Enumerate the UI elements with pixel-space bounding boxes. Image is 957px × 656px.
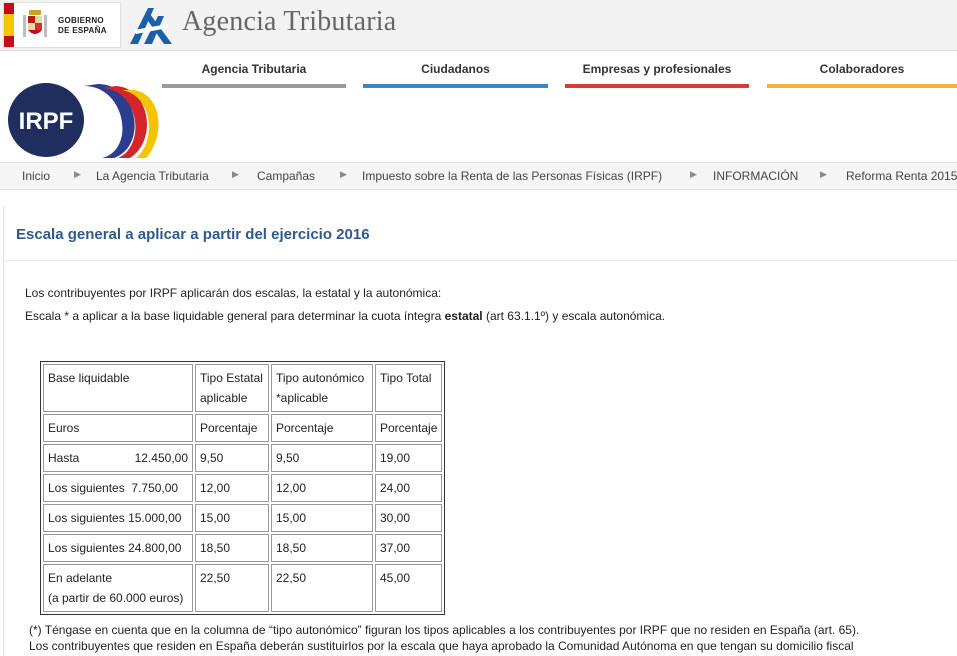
header-base-liquidable: Base liquidable: [43, 364, 193, 412]
breadcrumb-separator-icon: ▶: [820, 169, 827, 179]
autonomico-cell: 12,00: [271, 474, 373, 502]
nav-underline: [363, 84, 548, 88]
breadcrumb-item-informacion[interactable]: INFORMACIÓN: [713, 169, 799, 183]
page-title: Escala general a aplicar a partir del ejercicio 2016: [16, 226, 370, 243]
agency-title[interactable]: Agencia Tributaria: [182, 6, 397, 37]
estatal-cell: 9,50: [195, 444, 269, 472]
table-row: [43, 444, 442, 472]
spain-flag-strip: [4, 3, 14, 47]
nav-underline: [162, 84, 346, 88]
agencia-tributaria-logo-icon[interactable]: [128, 4, 174, 46]
nav-underline: [767, 84, 957, 88]
total-cell: 37,00: [375, 534, 442, 562]
nav-ciudadanos[interactable]: Ciudadanos: [363, 58, 548, 88]
intro-text: Los contribuyentes por IRPF aplicarán dos escalas, la estatal y la autonómica:: [25, 286, 442, 300]
total-cell: 24,00: [375, 474, 442, 502]
breadcrumb-separator-icon: ▶: [232, 169, 239, 179]
table-row: [43, 504, 442, 532]
footnote: [29, 622, 934, 654]
unit-euros: Euros: [43, 414, 193, 442]
coat-of-arms-icon: [20, 9, 50, 41]
estatal-cell: 18,50: [195, 534, 269, 562]
autonomico-cell: 18,50: [271, 534, 373, 562]
content-header: [4, 206, 957, 261]
breadcrumb-item-campanas[interactable]: Campañas: [257, 169, 316, 183]
gobierno-espana-logo[interactable]: [3, 2, 121, 48]
estatal-cell: 15,00: [195, 504, 269, 532]
total-cell: 45,00: [375, 564, 442, 612]
base-cell: Hasta 12.450,00: [43, 444, 193, 472]
base-cell: Los siguientes 7.750,00: [43, 474, 193, 502]
breadcrumb-item-agencia[interactable]: La Agencia Tributaria: [96, 169, 209, 183]
table-header-row: [43, 364, 442, 412]
irpf-logo[interactable]: [6, 80, 166, 160]
breadcrumb-item-irpf[interactable]: Impuesto sobre la Renta de las Personas Físicas (IRPF): [362, 169, 663, 183]
footnote-line-2: Los contribuyentes que residen en España deberán sustituirlos por la escala que haya aprobado la Comunidad Autónoma en que tengan su domicilio fiscal: [29, 639, 854, 653]
base-cell: Los siguientes 15.000,00: [43, 504, 193, 532]
table-units-row: [43, 414, 442, 442]
breadcrumb-item-inicio[interactable]: Inicio: [22, 169, 51, 183]
total-cell: 19,00: [375, 444, 442, 472]
unit-porcentaje: Porcentaje: [271, 414, 373, 442]
breadcrumb-separator-icon: ▶: [340, 169, 347, 179]
header-tipo-estatal: Tipo Estatal aplicable: [195, 364, 269, 412]
breadcrumb: [0, 162, 957, 190]
breadcrumb-item-reforma[interactable]: Reforma Renta 2015: [846, 169, 957, 183]
nav-underline: [565, 84, 749, 88]
header-tipo-autonomico: Tipo autonómico *aplicable: [271, 364, 373, 412]
top-header: [0, 0, 957, 51]
autonomico-cell: 22,50: [271, 564, 373, 612]
breadcrumb-separator-icon: ▶: [74, 169, 81, 179]
breadcrumb-separator-icon: ▶: [690, 169, 697, 179]
nav-colaboradores[interactable]: Colaboradores: [767, 58, 957, 88]
table-row: [43, 564, 442, 612]
gobierno-text: GOBIERNO DE ESPAÑA: [58, 16, 107, 35]
table-row: [43, 474, 442, 502]
tax-scale-table: [40, 361, 445, 615]
estatal-cell: 12,00: [195, 474, 269, 502]
unit-porcentaje: Porcentaje: [375, 414, 442, 442]
total-cell: 30,00: [375, 504, 442, 532]
base-cell: Los siguientes 24.800,00: [43, 534, 193, 562]
nav-agencia-tributaria[interactable]: Agencia Tributaria: [162, 58, 346, 88]
header-tipo-total: Tipo Total: [375, 364, 442, 412]
base-cell: En adelante (a partir de 60.000 euros): [43, 564, 193, 612]
autonomico-cell: 9,50: [271, 444, 373, 472]
irpf-logo-text: IRPF: [18, 108, 74, 135]
table-row: [43, 534, 442, 562]
autonomico-cell: 15,00: [271, 504, 373, 532]
footnote-line-1: (*) Téngase en cuenta que en la columna de “tipo autonómico” figuran los tipos aplicables a los contribuyentes por IRPF que no residen en España (art. 65).: [29, 623, 860, 637]
main-navigation: [162, 58, 957, 90]
scale-text: Escala * a aplicar a la base liquidable general para determinar la cuota íntegra estatal (art 63.1.1º) y escala autonómica.: [25, 309, 666, 323]
nav-empresas-profesionales[interactable]: Empresas y profesionales: [565, 58, 749, 88]
estatal-cell: 22,50: [195, 564, 269, 612]
unit-porcentaje: Porcentaje: [195, 414, 269, 442]
